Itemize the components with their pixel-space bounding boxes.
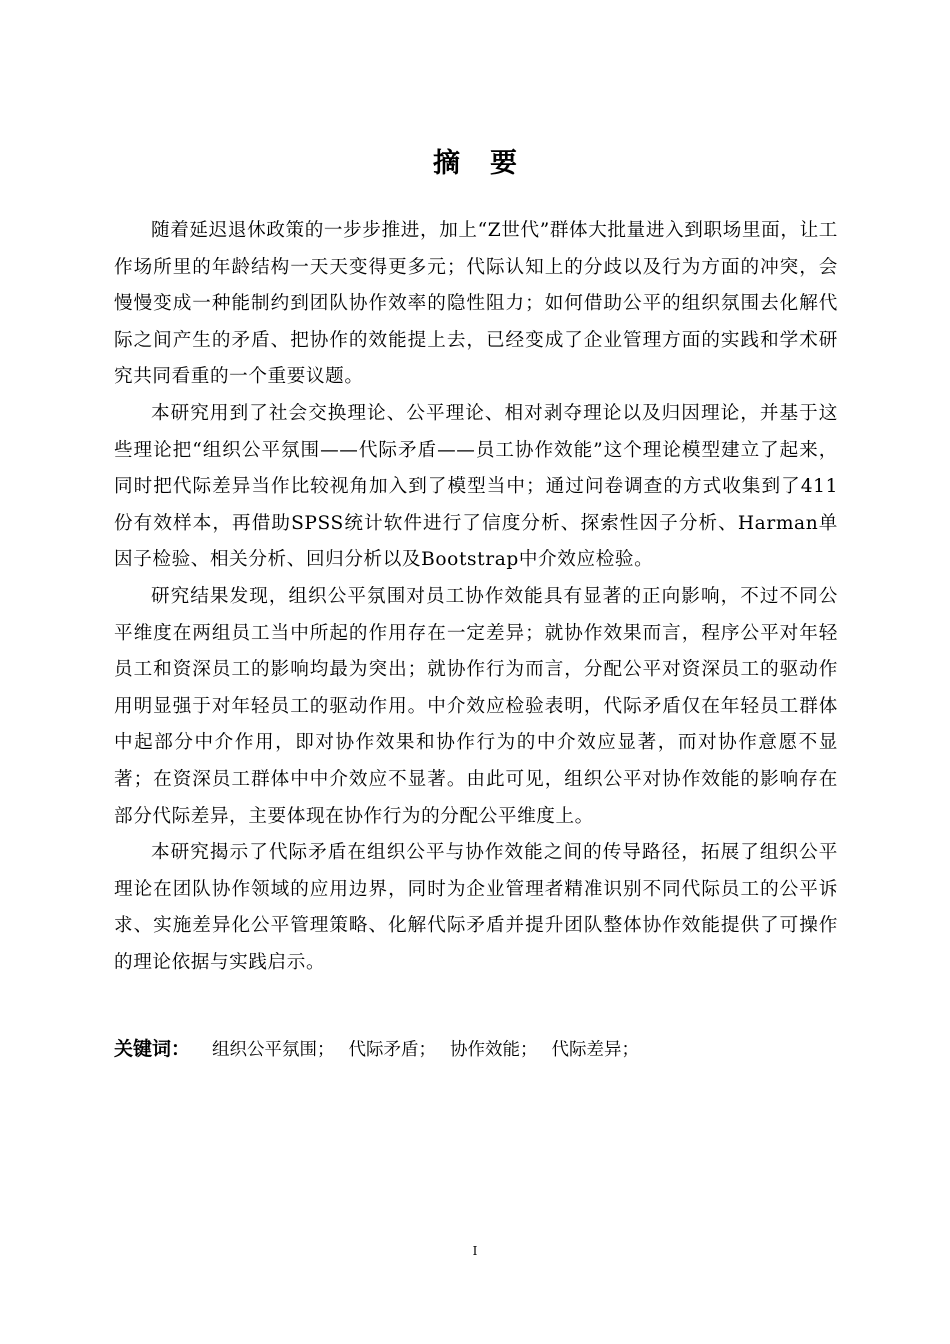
abstract-body [114,213,838,981]
keyword-item: 协作效能； [450,1040,538,1060]
abstract-paragraph-1: 随着延迟退休政策的一步步推进，加上“Z世代”群体大批量进入到职场里面，让工作场所里的年龄结构一天天变得更多元；代际认知上的分歧以及行为方面的冲突，会慢慢变成一种能制约到团队协作效率的隐性阻力；如何借助公平的组织氛围去化解代际之间产生的矛盾、把协作的效能提上去，已经变成了企业管理方面的实践和学术研究共同看重的一个重要议题。 [114,220,838,388]
keyword-item: 代际矛盾； [348,1040,437,1060]
abstract-paragraph-2: 本研究用到了社会交换理论、公平理论、相对剥夺理论以及归因理论，并基于这些理论把“组织公平氛围——代际矛盾——员工协作效能”这个理论模型建立了起来，同时把代际差异当作比较视角加入到了模型当中；通过问卷调查的方式收集到了411份有效样本，再借助SPSS统计软件进行了信度分析、探索性因子分析、Harman单因子检验、相关分析、回归分析以及Bootstrap中介效应检验。 [114,402,838,571]
abstract-title [0,146,950,182]
keyword-item: 代际差异； [551,1040,640,1060]
abstract-paragraph-3: 研究结果发现，组织公平氛围对员工协作效能具有显著的正向影响，不过不同公平维度在两组员工当中所起的作用存在一定差异；就协作效果而言，程序公平对年轻员工和资深员工的影响均最为突出；就协作行为而言，分配公平对资深员工的驱动作用明显强于对年轻员工的驱动作用。中介效应检验表明，代际矛盾仅在年轻员工群体中起部分中介作用，即对协作效果和协作行为的中介效应显著，而对协作意愿不显著；在资深员工群体中中介效应不显著。由此可见，组织公平对协作效能的影响存在部分代际差异，主要体现在协作行为的分配公平维度上。 [114,585,838,827]
keywords-label: 关键词： [114,1038,191,1060]
abstract-title-part1: 摘 [433,148,460,179]
abstract-paragraph-4: 本研究揭示了代际矛盾在组织公平与协作效能之间的传导路径，拓展了组织公平理论在团队协作领域的应用边界，同时为企业管理者精准识别不同代际员工的公平诉求、实施差异化公平管理策略、化解代际矛盾并提升团队整体协作效能提供了可操作的理论依据与实践启示。 [114,842,838,973]
page-number: I [472,1244,478,1258]
keywords-line [114,1032,838,1067]
keyword-item: 组织公平氛围； [212,1040,335,1060]
abstract-title-part2: 要 [490,148,517,179]
